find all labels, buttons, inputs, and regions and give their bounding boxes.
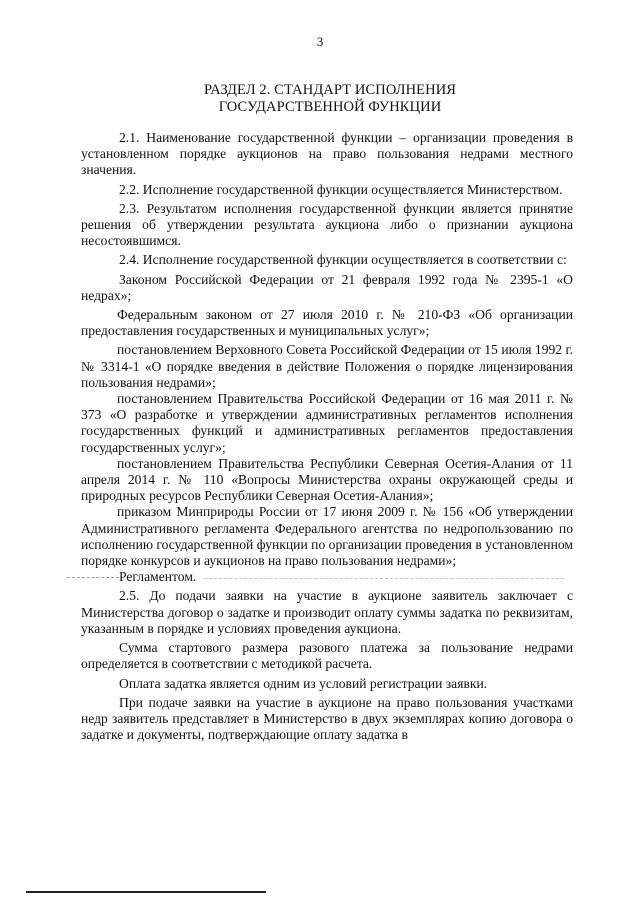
paragraph-2-3: 2.3. Результатом исполнения государственной функции является принятие решения об утверждении результата аукциона либо о признании аукциона несостоявшимся. bbox=[81, 200, 573, 249]
section-heading bbox=[80, 82, 580, 116]
legal-basis-government-resolution-373: постановлением Правительства Российской Федерации от 16 мая 2011 г. № 373 «О разработке и утверждении административных регламентов исполнения государственных функций и административных регламентов предоставления государственных услуг»; bbox=[81, 391, 573, 455]
legal-basis-order-156: приказом Минприроды России от 17 июня 2009 г. № 156 «Об утверждении Административного регламента Федерального агентства по недропользованию по исполнению государственной функции по организации проведения в установленном порядке конкурсов и аукционов на право пользования недрами»; bbox=[81, 504, 573, 569]
document-body bbox=[81, 130, 573, 743]
paragraph-2-2: 2.2. Исполнение государственной функции осуществляется Министерством. bbox=[119, 181, 563, 197]
paragraph-starting-payment: Сумма стартового размера разового платежа за пользование недрами определяется в соответствии с методикой расчета. bbox=[81, 640, 573, 672]
legal-basis-north-ossetia-resolution-110: постановлением Правительства Республики Северная Осетия-Алания от 11 апреля 2014 г. № 110 «Вопросы Министерства охраны окружающей среды и природных ресурсов Республики Северная Осетия-Алания»; bbox=[81, 455, 573, 504]
page-number: 3 bbox=[316, 34, 324, 49]
paragraph-deposit-condition: Оплата задатка является одним из условий регистрации заявки. bbox=[119, 675, 488, 691]
paragraph-application-submission: При подаче заявки на участие в аукционе на право пользования участками недр заявитель представляет в Министерство в двух экземплярах копию договора о задатке и документы, подтверждающие оплату задатка в bbox=[81, 694, 573, 743]
legal-basis-law-on-subsoil: Законом Российской Федерации от 21 февраля 1992 года № 2395-1 «О недрах»; bbox=[81, 271, 573, 303]
paragraph-2-4: 2.4. Исполнение государственной функции осуществляется в соответствии с: bbox=[119, 252, 567, 268]
paragraph-2-1: 2.1. Наименование государственной функции – организации проведения в установленном порядке аукционов на право пользования недрами местного значения. bbox=[81, 130, 573, 178]
paragraph-2-5: 2.5. До подачи заявки на участие в аукционе заявитель заключает с Министерства договор о задатке и производит оплату суммы задатка по реквизитам, указанным в порядке и условиях проведения аукциона. bbox=[81, 588, 573, 636]
section-heading-line-1: РАЗДЕЛ 2. СТАНДАРТ ИСПОЛНЕНИЯ bbox=[203, 82, 457, 98]
reglament-left-dash bbox=[67, 577, 119, 578]
section-heading-line-2: ГОСУДАРСТВЕННОЙ ФУНКЦИИ bbox=[218, 99, 442, 115]
reglament-trailing-dash bbox=[204, 578, 564, 579]
legal-basis-reglament bbox=[81, 569, 573, 585]
legal-basis-supreme-council-resolution: постановлением Верховного Совета Российской Федерации от 15 июля 1992 г. № 3314-1 «О порядке введения в действие Положения о порядке лицензирования пользования недрами»; bbox=[81, 342, 573, 390]
legal-basis-federal-law-210: Федеральным законом от 27 июля 2010 г. № 210-ФЗ «Об организации предоставления государственных и муниципальных услуг»; bbox=[81, 307, 573, 339]
footer-rule bbox=[26, 891, 266, 893]
reglament-text: Регламентом. bbox=[119, 569, 197, 585]
